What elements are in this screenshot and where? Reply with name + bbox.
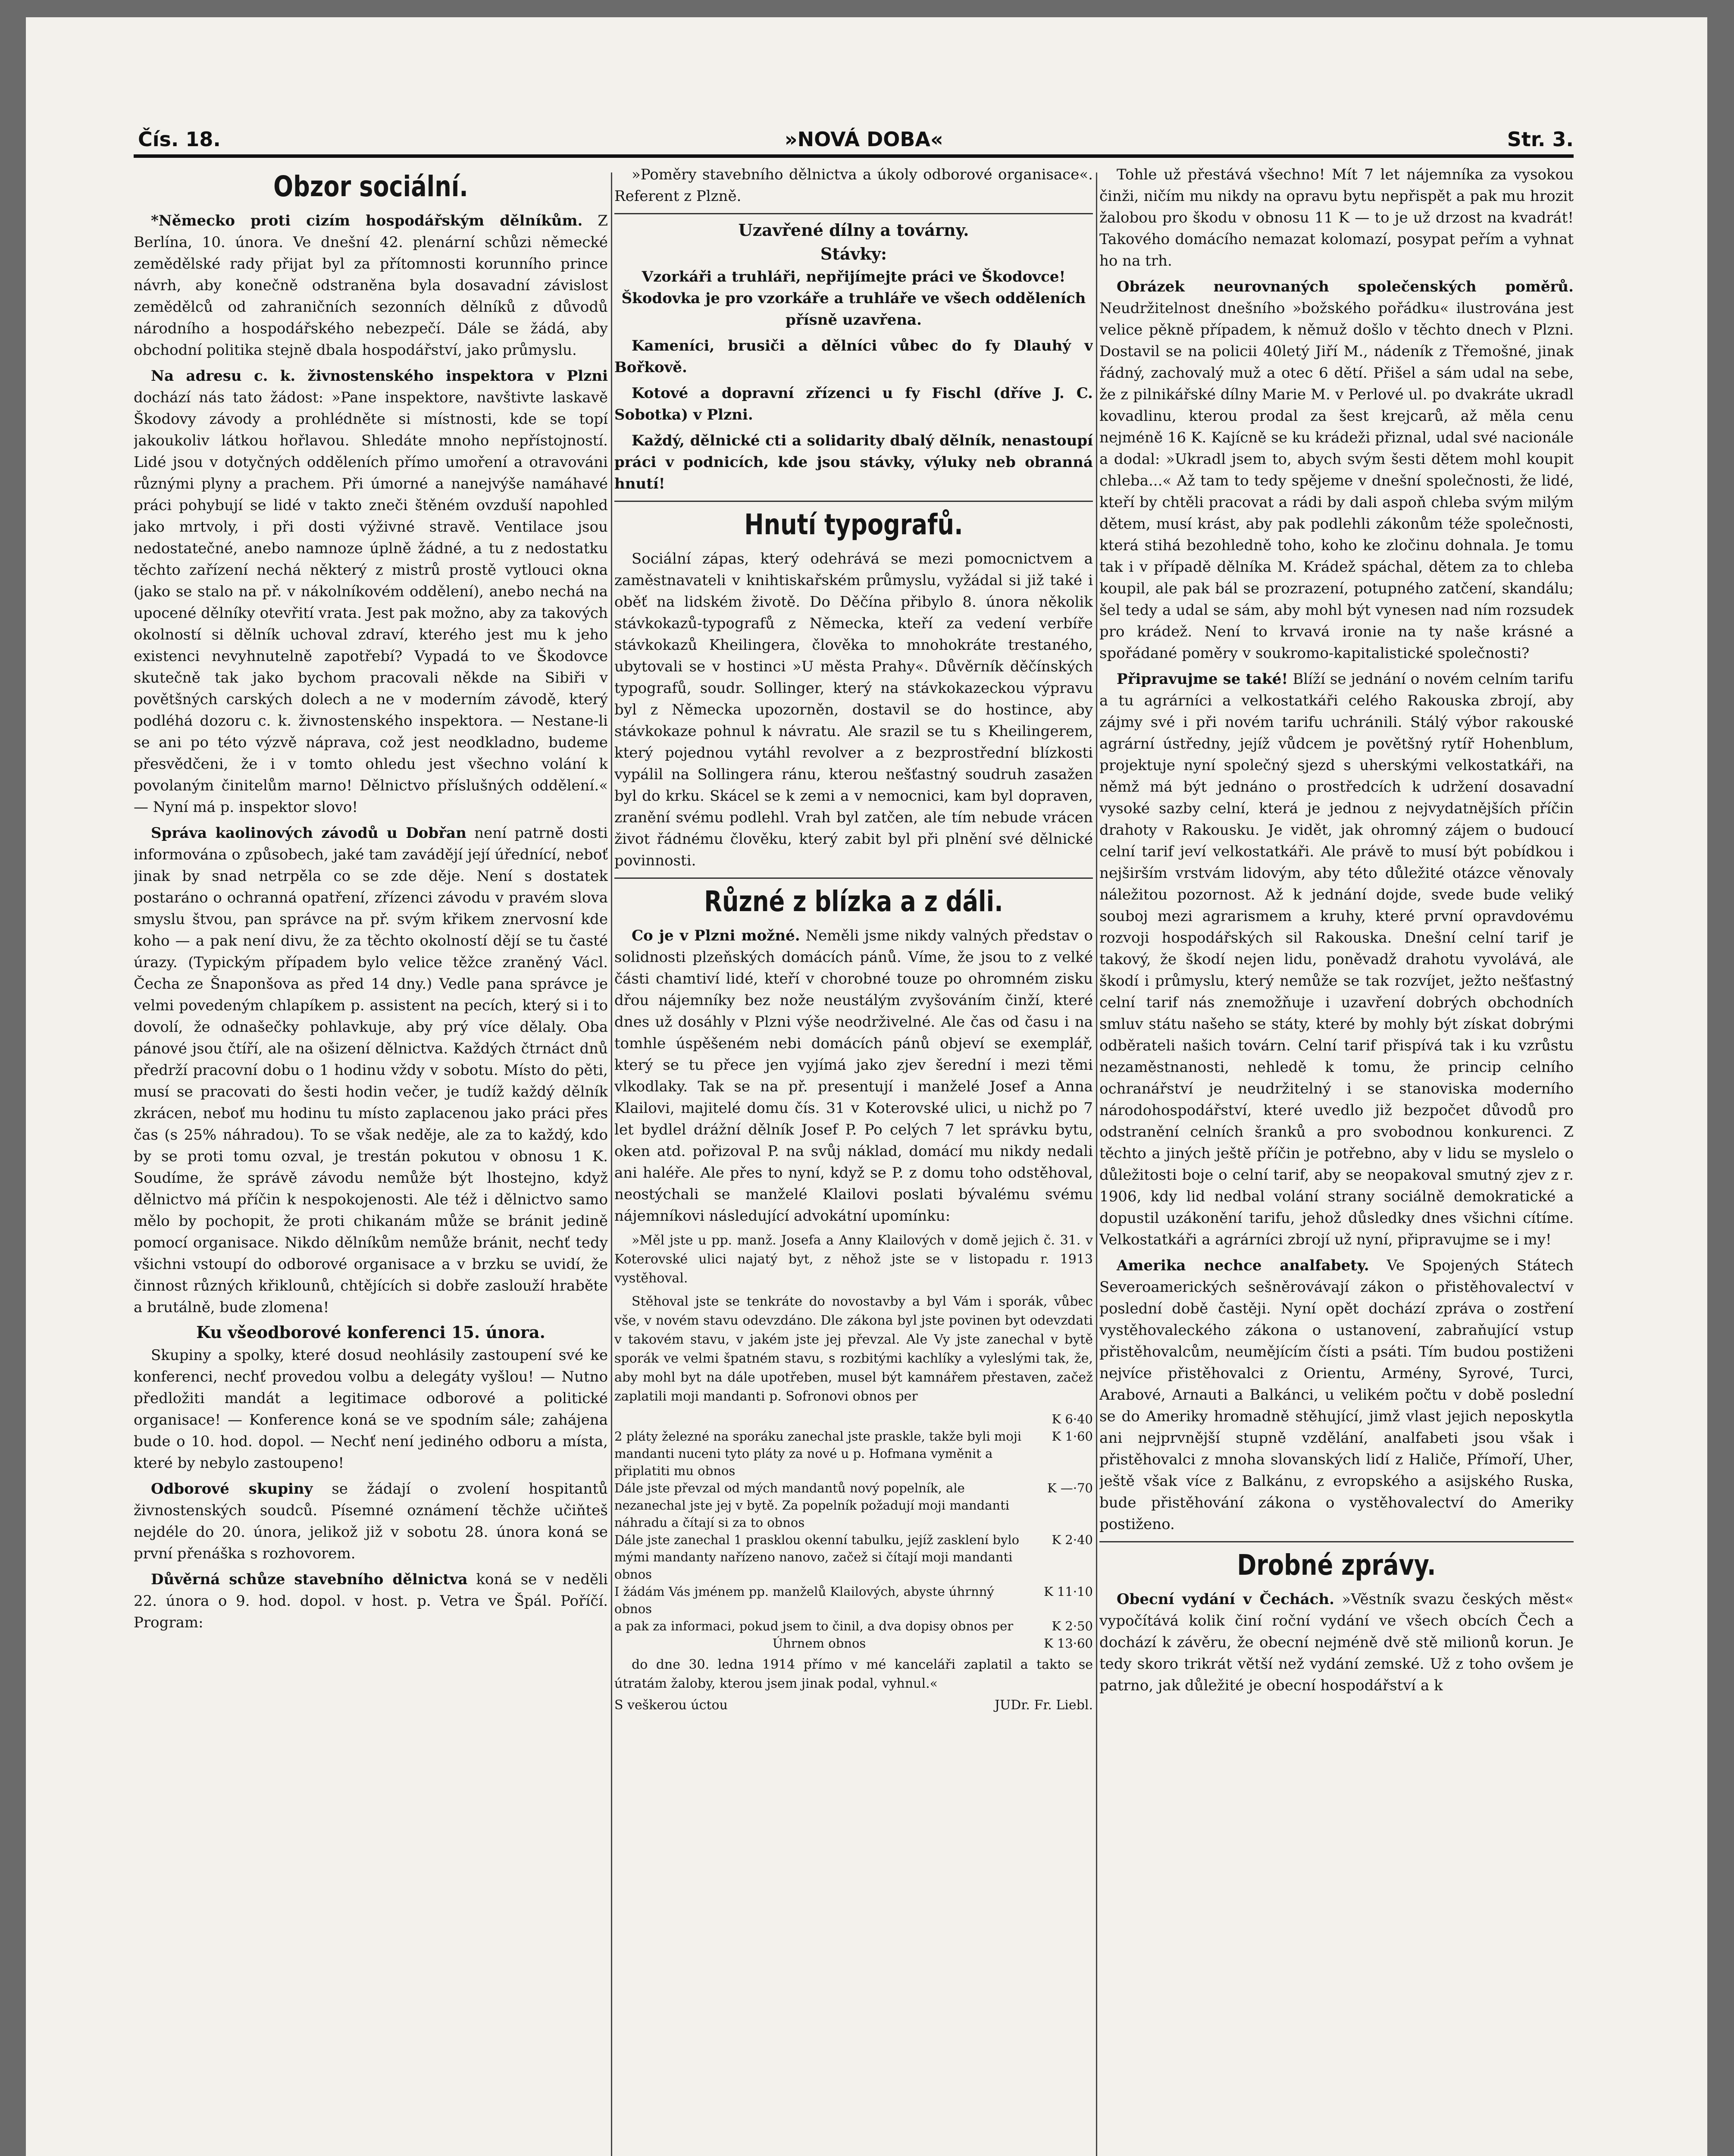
notice-subheading: Stávky: <box>820 244 887 263</box>
cost-amount: K —·70 <box>1047 1481 1093 1495</box>
cost-row <box>614 1617 1093 1635</box>
cost-amount: K 1·60 <box>1052 1429 1093 1444</box>
cost-text: Dále jste zanechal 1 prasklou okenní tabulku, jejíž zasklení bylo mými mandanty nařízeno nanovo, začež si čítají moji mandanti obnos <box>614 1532 1020 1582</box>
article-body: »Poměry stavebního dělnictva a úkoly odborové organisace«. Referent z Plzně. <box>614 166 1093 205</box>
column-3 <box>1099 164 1574 2156</box>
article-paragraph <box>1099 1589 1574 1696</box>
column-1 <box>134 164 608 2156</box>
article-body: Tohle už přestává všechno! Mít 7 let nájemníka za vysokou činži, ničím mu nikdy na opravu bytu nepřispět a pak mu hrozit žalobou pro škodu v obnosu 11 K — to je už drzost na kvadrát! Takového domácího nemazat kolomazí, posypat peřím a vyhnat ho na trh. <box>1099 166 1574 270</box>
strike-notice: Vzorkáři a truhláři, nepřijímejte práci ve Škodovce! Škodovka je pro vzorkáře a truhláře ve všech odděleních přísně uzavřena. <box>621 268 1086 329</box>
divider <box>614 877 1093 879</box>
article-heading: Ku všeodborové konferenci 15. února. <box>196 1322 545 1342</box>
letter-body: Stěhoval jste se tenkráte do novostavby a byl Vám i sporák, vůbec vše, v novém stavu odevzdáno. Dle zákona byl jste povinen byt odevzdati v takovém stavu, v jakém jste jej převzal. Ale Vy jste zanechal v bytě sporák ve velmi špatném stavu, s rozbitými kachlíky a vyleslými tak, že, aby mohl byt na dále upotřeben, musel být kamnářem přestaven, začež zaplatili moji mandanti p. Sofronovi obnos per <box>614 1294 1093 1404</box>
cost-text: a pak za informaci, pokud jsem to činil, a dva dopisy obnos per <box>614 1619 1014 1633</box>
article-body: Sociální zápas, který odehrává se mezi pomocnictvem a zaměstnavateli v knihtiskařském průmyslu, vyžádal si již také i oběť na lidském životě. Do Děčína přibylo 8. února několik stávkokazů-typografů z Německa, kteří za vedení verbíře stávkokazů Kheilingera, člověka to mnohokráte trestaného, ubytovali se v hostinci »U města Prahy«. Důvěrník děčínských typografů, soudr. Sollinger, který na stávkokazeckou výpravu byl z Německa upozorněn, dostavil se do hostince, aby stávkokaze pohnul k návratu. Ale srazil se tu s Kheilingerem, který pojednou vytáhl revolver a z bezprostřední blízkosti vypálil na Sollingera ránu, kterou nešťastný soudruh zasažen byl do krku. Skácel se k zemi a v nemocnici, kam byl dopraven, zranění svému podlehl. Vrah byl zatčen, ale tím nebude vrácen život řádnému člověku, který zabit byl při plnění své dělnické povinnosti. <box>614 550 1093 869</box>
cost-total-row <box>614 1635 1093 1652</box>
divider <box>614 501 1093 502</box>
article-body: se žádají o zvolení hospitantů živnostenských soudců. Písemné oznámení těchže učiňteš nejdéle do 20. února, jelikož již v sobotu 28. února koná se první přenáška s rozhovorem. <box>134 1480 608 1562</box>
strike-notice: Každý, dělnické cti a solidarity dbalý dělník, nenastoupí práci v podnicích, kde jsou stávky, výluky neb obranná hnutí! <box>614 432 1093 492</box>
cost-text: Dále jste převzal od mých mandantů nový popelník, ale nezanechal jste jej v bytě. Za popelník požadují moji mandanti náhradu a čítají si za to obnos <box>614 1481 1010 1530</box>
signature-name: JUDr. Fr. Liebl. <box>994 1698 1093 1713</box>
article-body: Skupiny a spolky, které dosud neohlásily zastoupení své ke konferenci, nechť provedou volbu a delegáty vyšlou! — Nutno předložiti mandát a legitimace odborové a politické organisace! — Konference koná se ve spodním sále; zahájena bude o 10. hod. dopol. — Nechť není jediného odboru a místa, které by nebylo zastoupeno! <box>134 1347 608 1472</box>
article-lead: Na adresu c. k. živnostenského inspektora v Plzni <box>151 367 608 385</box>
column-divider <box>611 172 612 2156</box>
column-2 <box>614 164 1093 2156</box>
article-body: dochází nás tato žádost: »Pane inspektore, navštivte laskavě Škodovy závody a prohlédněte si místnosti, kde se topí jakoukoliv látkou hořlavou. Shledáte mnoho nepřístojností. Lidé jsou v dotyčných odděleních přímo umoření a otravováni různými plyny a prachem. Při úmorné a nanejvýše namáhavé práci pohybují se lidé v takto zneči štěném ovzduší napohled jako mrtvoly, i při dosti výživné stravě. Ventilace jsou nedostatečné, anebo namnoze úplně žádné, a tu z nedostatku těchto zařízení nechá některý z mistrů prostě vytlouci okna (jako se stalo na př. v nákolníkovém oddělení), anebo nechá na upocené dělníky otevřití vrata. Jest pak možno, aby za takových okolností si dělník uchoval zdraví, kterého jest mu k jeho existenci nevyhnutelně zapotřebí? Vypadá to ve Škodovce skutečně tak jako bychom pracovali někde na Sibiři v povětšných carských dolech a ne v moderním závodě, který podléhá dozoru c. k. živnostenského inspektora. — Nestane-li se ani po této výzvě náprava, což jest neodkladno, budeme přesvědčeni, že i v tomto ohledu jest všechno volání k povolaným činitelům marno! Dělnictvo příslušných oddělení.« — Nyní má p. inspektor slovo! <box>134 389 608 816</box>
masthead-title: »NOVÁ DOBA« <box>784 128 943 151</box>
cost-row <box>614 1410 1093 1428</box>
header-rule <box>134 154 1574 158</box>
article-body: Ve Spojených Státech Severoamerických sešněrovávají zákon o přistěhovalectví v poslední době častěji. Nyní opět dochází zpráva o zostření vystěhovaleckého zákona o ustanovení, zabraňující vstup přistěhovalcům, neumějícím čísti a psáti. Tím budou postiženi nejvíce přistěhovalci z Orientu, Armény, Syrové, Turci, Arabové, Arnauti a Balkánci, u velikém počtu v době poslední se do Ameriky hromadně stěhující, jimž vlast jejich neposkytla ani nejprvnější stupně vzdělání, analfabeti jsou však i přistěhovalci z mnoha slovanských lidí z Haliče, Přímoří, Uher, ještě však více z Balkánu, z evropského a asijského Ruska, bude přistěhování zákona o vystěhovalectví do Ameriky postiženo. <box>1099 1257 1574 1533</box>
article-paragraph <box>134 1478 608 1564</box>
article-lead: *Německo proti cizím hospodářským dělníkům. <box>151 212 583 229</box>
cost-amount: K 2·40 <box>1052 1532 1093 1547</box>
article-lead: Obrázek neurovnaných společenských poměrů. <box>1117 278 1574 295</box>
article-paragraph <box>614 925 1093 1227</box>
strike-notice: Kotové a dopravní zřízenci u fy Fischl (dříve J. C. Sobotka) v Plzni. <box>614 385 1093 423</box>
section-heading: Obzor sociální. <box>273 170 468 203</box>
letter-end: do dne 30. ledna 1914 přímo v mé kanceláři zaplatil a takto se útratám žaloby, kterou jsem jinak podal, vyhnul.« <box>614 1657 1093 1691</box>
total-amount: K 13·60 <box>1044 1636 1093 1651</box>
article-paragraph <box>134 1569 608 1633</box>
total-label: Úhrnem obnos <box>772 1636 866 1651</box>
article-lead: Obecní vydání v Čechách. <box>1117 1591 1334 1608</box>
article-lead: Správa kaolinových závodů u Dobřan <box>151 824 466 842</box>
divider <box>614 213 1093 214</box>
article-lead: Připravujme se také! <box>1117 671 1288 688</box>
article-lead: Co je v Plzni možné. <box>632 927 800 944</box>
column-divider <box>1096 172 1097 2156</box>
article-lead: Odborové skupiny <box>151 1480 313 1498</box>
article-paragraph <box>1099 668 1574 1250</box>
article-body: Neměli jsme nikdy valných představ o solidnosti plzeňských domácích pánů. Víme, že jsou to z velké části chamtiví lidé, kteří v chorobné touze po ohromném zisku dřou nájemníky bez nože neustálým zvyšováním činží, které dnes už dosáhly v Plzni výše neodrživelné. Ale čas od času i na tomhle úspěšeném nebi domácích pánů objeví se exemplář, který se tu přece jen vyjímá jako zjev šerední i mezi těmi vlkodlaky. Tak se na př. presentují i manželé Josef a Anna Klailovi, majitelé domu čís. 31 v Koterovské ulici, u nichž po 7 let bydlel drážní dělník Josef P. Po celých 7 let správku bytu, oken atd. pořizoval P. na svůj náklad, domácí mu nikdy nedali ani haléře. Ale přes to nyní, když se P. z domu toho odstěhoval, neostýchali se manželé Klailovi poslati bývalému svému nájemníkovi následující advokátní upomínku: <box>614 927 1093 1225</box>
cost-text: 2 pláty železné na sporáku zanechal jste praskle, takže byli moji mandanti nuceni tyto pláty za nové u p. Hofmana vyměnit a připlatiti mu obnos <box>614 1429 1022 1478</box>
cost-amount: K 11·10 <box>1044 1584 1093 1599</box>
article-body: není patrně dosti informována o způsobech, jaké tam zavádějí její úřednící, neboť jinak by snad netrpěla co se zde děje. Není s dostatek postaráno o ochranná opatření, zřízenci závodu v pravém slova smyslu štvou, pan správce na př. svým křikem znervosní kde koho — a pak není divu, že za těchto okolností dějí se tu časté úrazy. (Typickým případem bylo velice těžce zraněný Václ. Čecha ze Šnaponšova as před 14 dny.) Vedle pana správce je velmi povedeným chlapíkem p. assistent na pecích, který si i to dovolí, že odnašečky pohlavkuje, aby prý více dělaly. Oba pánové jsou čtíří, ale na ošizení dělnictva. Každých čtrnáct dnů předrží pracovní dobu o 1 hodinu vždy v sobotu. Místo do pěti, musí se pracovati do šesti hodin večer, je tudíž každý dělník zkrácen, neboť mu hodinu tu místo zaplacenou jako práci přes čas (s 25% náhradou). To se však neděje, ale za to každý, kdo by se proti tomu ozval, je trestán pokutou v obnosu 1 K. Soudíme, že správě závodu nemůže být lhostejno, když dělnictvo má příčin k nespokojenosti. Ale též i dělnictvo samo mělo by pochopit, že proti chikanám může se bránit jedině pomocí organisace. Nikdo dělníkům nemůže bránit, nechť tedy všichni vstoupí do odborové organisace a v brzku se uvidí, že činnost různých křiklounů, chtějících si dobře zaslouží hraběte a brutálně, bude zlomena! <box>134 824 608 1316</box>
cost-row <box>614 1428 1093 1479</box>
article-paragraph <box>134 822 608 1318</box>
article-body: Blíží se jednání o novém celním tarifu a tu agrárníci a velkostatkáři celého Rakouska zbrojí, aby zájmy své i při novém tarifu uchránili. Stálý výbor rakouské agrární ústředny, jejíž vůdcem je povětšný rytíř Hohenblum, projektuje nyní společný sjezd s uherskými velkostatkáři, na němž má být jednáno o prostředcích k udržení dosavadní vysoké sazby celní, která je jednou z nejvydatnějších příčin drahoty v Rakousku. Je vidět, jak ohromný zájem o budoucí celní tarif jeví velkostatkáři. Ale právě to musí být pobídkou i nejširším vrstvám lidovým, aby této důležité otázce věnovaly náležitou pozornost. Až k jednání dojde, svede bude veliký souboj mezi agrarismem a kruhy, které první opravdovému rozvoji hospodářských sil Rakouska. Dnešní celní tarif je takový, že škodí nejen lidu, poněvadž drahotu vyvolává, ale škodí i průmyslu, který nemůže se tak rozvíjet, ježto nešťastný celní tarif nás znemožňuje i uzavření dobrých obchodních smluv státu našeho se státy, které by mohly být získat dobrými odběrateli našich továrn. Celní tarif přispívá tak i ku vzrůstu nezaměstnanosti, nehledě k tomu, že princip celního ochranářství je neudržitelný i se stanoviska moderního národohospodářství, které uvedlo již bezpočet důvodů pro odstranění celních šranků a pro svobodnou konkurenci. Z těchto a jiných ještě příčin je potřebno, aby v lidu se myslelo o důležitosti boje o celní tarif, aby se neopakoval smutný zjev z r. 1906, kdy lid nedbal volání strany sociálně demokratické a dopustil uzákonění tarifu, jehož důsledky dnes všichni cítíme. Velkostatkáři a agrárníci zbrojí už nyní, připravujme se i my! <box>1099 671 1574 1248</box>
page-header <box>138 112 1574 151</box>
article-paragraph <box>134 365 608 818</box>
page-number: Str. 3. <box>1507 128 1574 151</box>
strike-notice: Kameníci, brusiči a dělníci vůbec do fy Dlauhý v Bořkově. <box>614 337 1093 376</box>
letter-intro: »Měl jste u pp. manž. Josefa a Anny Klailových v domě jejich č. 31. v Koterovské ulici najatý byt, z něhož jste se v listopadu r. 1913 vystěhoval. <box>614 1233 1093 1286</box>
cost-row <box>614 1479 1093 1531</box>
article-body: Z Berlína, 10. února. Ve dnešní 42. plenární schůzi německé zemědělské rady přijat byl za přítomnosti korunního prince návrh, aby konečně odstraněna byla dosavadní závislost zemědělců od zahraničních sezonních dělníků z důvodů národního a hospodářského nebezpečí. Dále se žádá, aby obchodní politika stejně dbala hospodářství, jako průmyslu. <box>134 212 608 359</box>
issue-number: Čís. 18. <box>138 128 221 151</box>
article-lead: Amerika nechce analfabety. <box>1117 1257 1369 1274</box>
article-paragraph <box>134 210 608 361</box>
article-body: »Věstník svazu českých měst« vypočítává kolik činí roční vydání ve všech obcích Čech a dochází k závěru, že obecní nejméně dvě stě milionů korun. Je tedy skoro trikrát větší než vydání zemské. Už z toho ovšem je patrno, jak důležité je obecní hospodářství a k <box>1099 1591 1574 1694</box>
cost-table <box>614 1410 1093 1652</box>
divider <box>1099 1541 1574 1542</box>
letter-block <box>614 1231 1093 1406</box>
section-heading: Hnutí typografů. <box>744 508 963 541</box>
article-body: Neudržitelnost dnešního »božského pořádku« ilustrována jest velice pěkně případem, k němuž došlo v těchto dnech v Plzni. Dostavil se na policii 40letý Jiří M., nádeník z Třemošné, jinak řádný, zachovalý muž a otec 6 dětí. Přišel a sám udal na sebe, že z pilnikářské dílny Marie M. v Perlové ul. po dvakráte ukradl kovadlinu, kterou prodal za šest krejcarů, až měla cenu nejméně 16 K. Kajícně se ku krádeži přiznal, udal své nacionále a dodal: »Ukradl jsem to, abych svým šesti dětem mohl koupit chleba...« Až tam to tedy spějeme v dnešní společnosti, že lidé, kteří by chtěli pracovat a rádi by dali aspoň chleba svým milým dětem, musí krást, aby pak podlehli zákonům téže společnosti, která stihá bezohledně toho, koho ke zločinu dohnala. Je tomu tak i v případě dělníka M. Krádež spáchal, dětem za to chleba koupil, ale pak bál se prozrazení, potupného zatčení, skandálu; šel tedy a udal se sám, aby mohl být vynesen nad ním rozsudek pro krádež. Není to krvavá ironie na ty naše krásné a spořádané poměry v soukromo-kapitalistické společnosti? <box>1099 300 1574 662</box>
notice-heading: Uzavřené dílny a továrny. <box>738 220 969 240</box>
cost-amount: K 2·50 <box>1052 1619 1093 1633</box>
section-heading: Drobné zprávy. <box>1237 1548 1436 1582</box>
article-lead: Důvěrná schůze stavebního dělnictva <box>151 1571 468 1588</box>
cost-row <box>614 1583 1093 1617</box>
newspaper-page <box>26 17 1707 2156</box>
section-heading: Různé z blízka a z dáli. <box>704 885 1003 918</box>
article-paragraph <box>1099 1255 1574 1535</box>
signature-line <box>614 1698 1093 1713</box>
article-body: koná se v neděli 22. února o 9. hod. dopol. v host. p. Vetra ve Špál. Poříčí. Program: <box>134 1571 608 1631</box>
signature-greeting: S veškerou úctou <box>614 1698 728 1713</box>
cost-text: I žádám Vás jménem pp. manželů Klailových, abyste úhrnný obnos <box>614 1584 994 1616</box>
cost-amount: K 6·40 <box>1052 1412 1093 1426</box>
article-paragraph <box>1099 276 1574 664</box>
cost-row <box>614 1531 1093 1583</box>
